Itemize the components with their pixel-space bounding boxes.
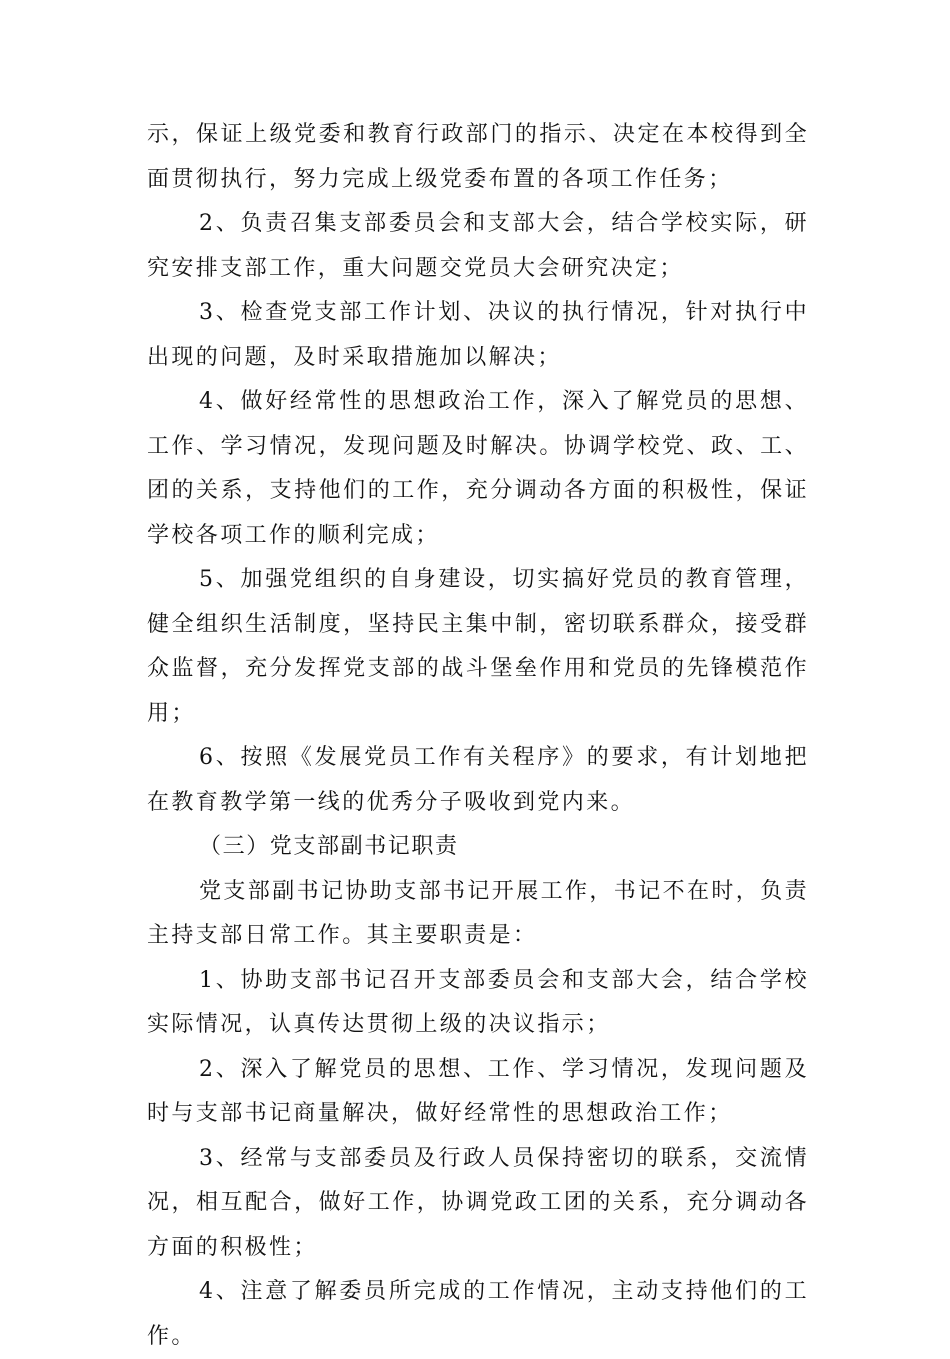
paragraph-deputy-duty-1: 1、协助支部书记召开支部委员会和支部大会，结合学校实际情况，认真传达贯彻上级的决议指示； bbox=[147, 967, 809, 1037]
paragraph-duty-6: 6、按照《发展党员工作有关程序》的要求，有计划地把在教育教学第一线的优秀分子吸收到党内来。 bbox=[147, 745, 809, 815]
paragraph-duty-5: 5、加强党组织的自身建设，切实搞好党员的教育管理，健全组织生活制度，坚持民主集中制，密切联系群众，接受群众监督，充分发挥党支部的战斗堡垒作用和党员的先锋模范作用； bbox=[147, 567, 809, 726]
paragraph-duty-3: 3、检查党支部工作计划、决议的执行情况，针对执行中出现的问题，及时采取措施加以解决； bbox=[147, 300, 809, 370]
paragraph-deputy-intro: 党支部副书记协助支部书记开展工作，书记不在时，负责主持支部日常工作。其主要职责是： bbox=[147, 878, 810, 948]
paragraph-deputy-duty-3: 3、经常与支部委员及行政人员保持密切的联系，交流情况，相互配合，做好工作，协调党政工团的关系，充分调动各方面的积极性； bbox=[147, 1145, 809, 1260]
paragraph-continuation: 示，保证上级党委和教育行政部门的指示、决定在本校得到全面贯彻执行，努力完成上级党委布置的各项工作任务； bbox=[147, 122, 809, 192]
paragraph-deputy-duty-4: 4、注意了解委员所完成的工作情况，主动支持他们的工作。 bbox=[147, 1279, 809, 1349]
section-heading: （三）党支部副书记职责 bbox=[199, 834, 459, 859]
paragraph-duty-2: 2、负责召集支部委员会和支部大会，结合学校实际，研究安排支部工作，重大问题交党员大会研究决定； bbox=[147, 211, 809, 281]
document-body bbox=[147, 113, 809, 1359]
paragraph-duty-4: 4、做好经常性的思想政治工作，深入了解党员的思想、工作、学习情况，发现问题及时解决。协调学校党、政、工、团的关系，支持他们的工作，充分调动各方面的积极性，保证学校各项工作的顺利完成； bbox=[147, 389, 809, 548]
paragraph-deputy-duty-2: 2、深入了解党员的思想、工作、学习情况，发现问题及时与支部书记商量解决，做好经常性的思想政治工作； bbox=[147, 1056, 809, 1126]
